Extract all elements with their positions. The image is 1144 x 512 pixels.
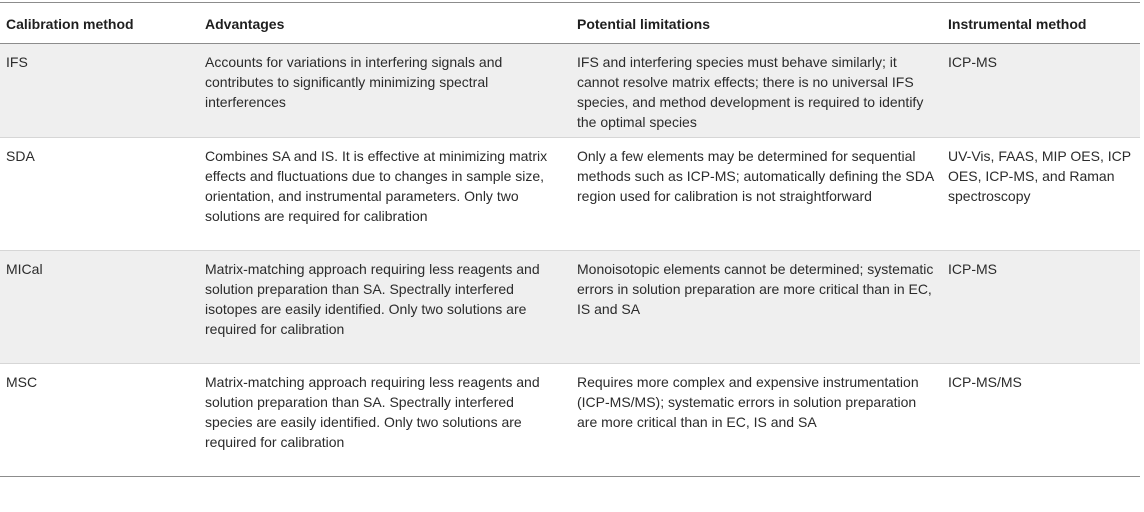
cell-method: MSC <box>6 374 38 390</box>
cell-limitations: IFS and interfering species must behave similarly; it cannot resolve matrix effects; there is no universal IFS species, and method development is required to identify the optimal species <box>577 54 924 130</box>
table-row <box>0 138 1140 251</box>
table-row <box>0 44 1140 138</box>
table-body <box>0 44 1140 477</box>
header-calibration-method: Calibration method <box>6 16 134 32</box>
cell-instrumental: ICP-MS <box>948 261 997 277</box>
cell-instrumental: UV-Vis, FAAS, MIP OES, ICP OES, ICP-MS, and Raman spectroscopy <box>948 148 1131 204</box>
cell-limitations: Requires more complex and expensive instrumentation (ICP-MS/MS); systematic errors in solution preparation are more critical than in EC, IS and SA <box>577 374 919 430</box>
header-advantages: Advantages <box>205 16 285 32</box>
cell-instrumental: ICP-MS <box>948 54 997 70</box>
table-row <box>0 364 1140 477</box>
cell-limitations: Monoisotopic elements cannot be determined; systematic errors in solution preparation are more critical than in EC, IS and SA <box>577 261 934 317</box>
cell-advantages: Accounts for variations in interfering signals and contributes to significantly minimizing spectral interferences <box>205 54 503 110</box>
cell-advantages: Matrix-matching approach requiring less reagents and solution preparation than SA. Spectrally interfered isotopes are easily identified. Only two solutions are required for calibration <box>205 261 540 337</box>
cell-advantages: Matrix-matching approach requiring less reagents and solution preparation than SA. Spectrally interfered species are easily identified. Only two solutions are required for calibration <box>205 374 540 450</box>
cell-method: MICal <box>6 261 43 277</box>
header-potential-limitations: Potential limitations <box>577 16 711 32</box>
cell-method: IFS <box>6 54 28 70</box>
cell-instrumental: ICP-MS/MS <box>948 374 1022 390</box>
cell-method: SDA <box>6 148 35 164</box>
table-header <box>0 3 1140 44</box>
cell-limitations: Only a few elements may be determined for sequential methods such as ICP-MS; automatically defining the SDA region used for calibration is not straightforward <box>577 148 934 204</box>
cell-advantages: Combines SA and IS. It is effective at minimizing matrix effects and fluctuations due to changes in sample size, orientation, and instrumental parameters. Only two solutions are required for calibration <box>205 148 548 224</box>
table-row <box>0 251 1140 364</box>
calibration-methods-table <box>0 2 1140 477</box>
header-row <box>0 3 1140 44</box>
header-instrumental-method: Instrumental method <box>948 16 1087 32</box>
